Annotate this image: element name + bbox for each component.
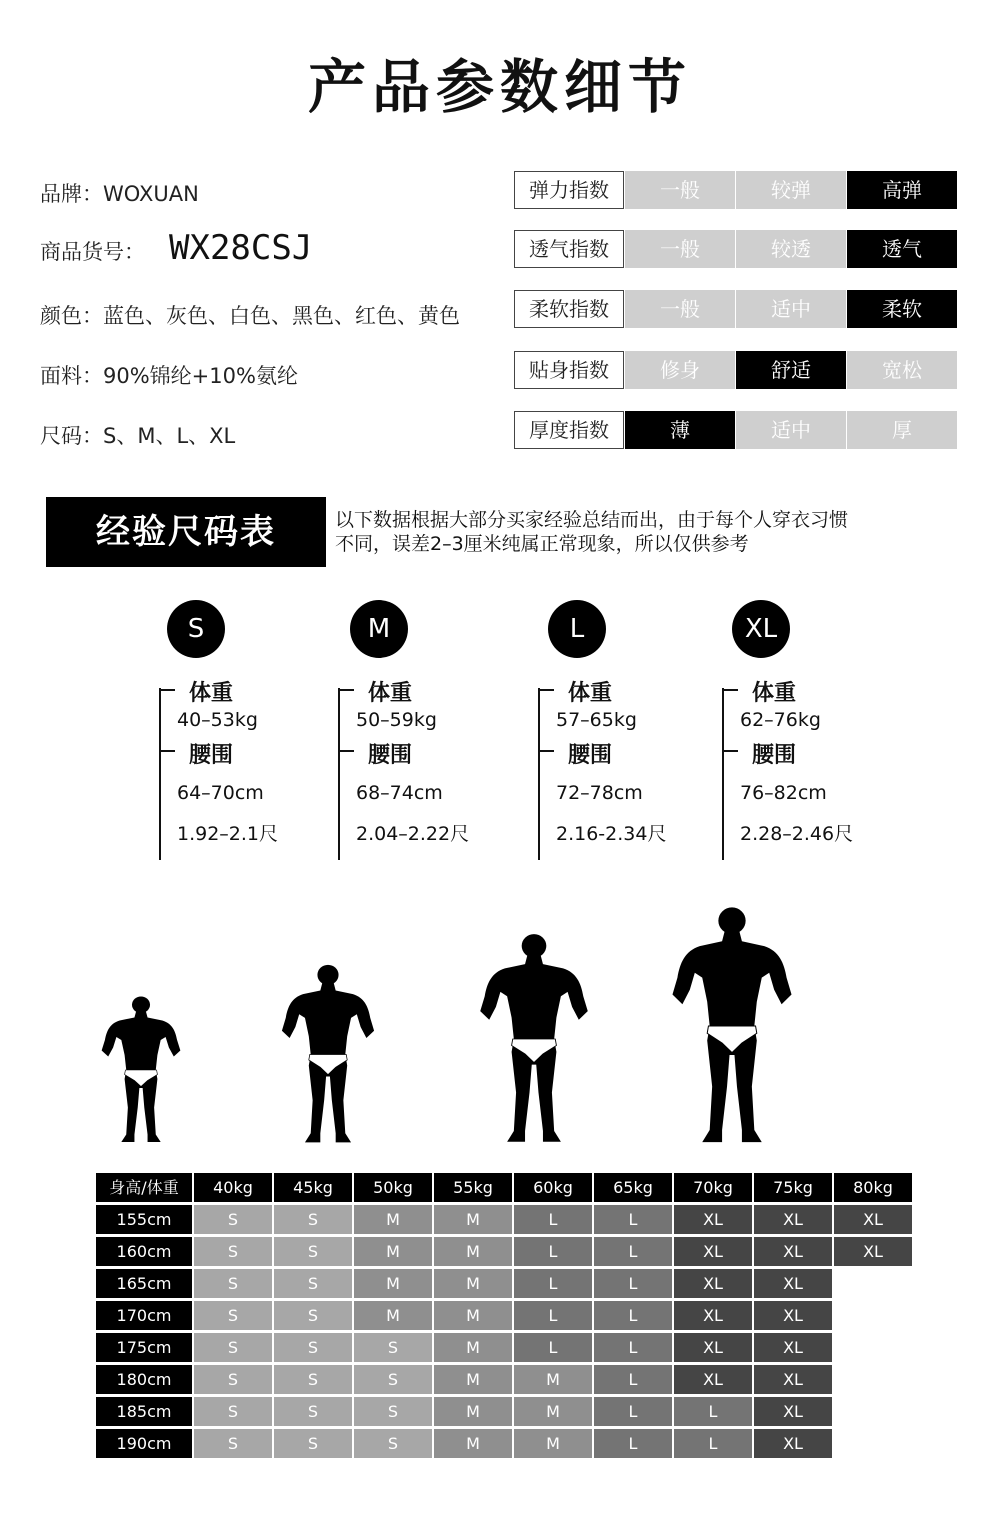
index-row [514,411,957,449]
grid-row [96,1205,914,1234]
size-cell: XL [754,1301,832,1330]
waist-cm: 68–74cm [356,782,443,804]
height-label: 155cm [96,1205,192,1234]
size-cell: M [514,1365,592,1394]
height-label: 165cm [96,1269,192,1298]
size-cell [834,1333,912,1362]
size-cell: S [194,1365,272,1394]
weight-range: 62–76kg [740,709,821,731]
size-cell: L [514,1269,592,1298]
grid-row [96,1365,914,1394]
size-cell: L [594,1397,672,1426]
size-cell: XL [754,1333,832,1362]
bracket-tick [159,689,175,691]
size-spec: 尺码：S、M、L、XL [40,424,236,448]
weight-label: 体重 [368,681,413,706]
size-cell: M [354,1237,432,1266]
color-spec: 颜色：蓝色、灰色、白色、黑色、红色、黄色 [40,304,460,328]
bracket-tick [722,689,738,691]
bodybuilder-silhouette-s [100,995,182,1145]
weight-header: 55kg [434,1173,512,1202]
size-cell [834,1269,912,1298]
size-cell: M [434,1269,512,1298]
index-option: 厚 [847,411,957,449]
size-cell: S [274,1397,352,1426]
size-cell: XL [674,1365,752,1394]
index-option: 一般 [625,230,735,268]
index-option: 较弹 [736,171,846,209]
size-cell: M [514,1397,592,1426]
size-cell: XL [674,1301,752,1330]
size-cell: XL [674,1205,752,1234]
size-cell: XL [754,1205,832,1234]
size-cell: L [594,1301,672,1330]
index-row [514,351,957,389]
size-cell: S [194,1429,272,1458]
size-cell: S [354,1429,432,1458]
index-option: 舒适 [736,351,846,389]
index-label: 透气指数 [514,230,624,268]
size-cell: XL [754,1365,832,1394]
bracket-tick [538,750,554,752]
size-cell: M [514,1429,592,1458]
size-cell: L [594,1365,672,1394]
height-label: 170cm [96,1301,192,1330]
height-label: 185cm [96,1397,192,1426]
grid-row [96,1301,914,1330]
index-row [514,230,957,268]
waist-label: 腰围 [368,743,413,768]
index-label: 弹力指数 [514,171,624,209]
weight-label: 体重 [568,681,613,706]
experience-size-heading: 经验尺码表 [46,497,326,567]
bodybuilder-silhouette-m [280,963,376,1146]
grid-corner-label: 身高/体重 [96,1173,192,1202]
size-cell: S [194,1205,272,1234]
index-option: 柔软 [847,290,957,328]
waist-cm: 72–78cm [556,782,643,804]
height-label: 180cm [96,1365,192,1394]
waist-chi: 1.92–2.1尺 [177,823,279,845]
size-card [538,600,718,862]
size-cell: XL [674,1237,752,1266]
size-cell: XL [754,1429,832,1458]
size-cell: L [514,1301,592,1330]
weight-header: 60kg [514,1173,592,1202]
size-cell: S [354,1397,432,1426]
size-card [338,600,518,862]
size-cell: S [274,1205,352,1234]
bracket-tick [538,689,554,691]
size-cell: M [434,1365,512,1394]
size-cell: L [674,1397,752,1426]
experience-note-line1: 以下数据根据大部分买家经验总结而出，由于每个人穿衣习惯 [335,509,849,531]
weight-label: 体重 [189,681,234,706]
size-cell: S [194,1333,272,1362]
experience-note-line2: 不同，误差2–3厘米纯属正常现象，所以仅供参考 [335,533,749,555]
bracket-tick [338,750,354,752]
bodybuilder-silhouette-xl [670,905,794,1147]
height-label: 160cm [96,1237,192,1266]
item-number-value: WX28CSJ [169,228,313,268]
bracket-tick [722,750,738,752]
bracket-tick [338,689,354,691]
size-cell: S [354,1333,432,1362]
index-option: 薄 [625,411,735,449]
size-cell: XL [834,1237,912,1266]
size-cell: S [274,1301,352,1330]
index-option: 宽松 [847,351,957,389]
weight-header: 40kg [194,1173,272,1202]
grid-row [96,1237,914,1266]
size-cell: XL [834,1205,912,1234]
index-option: 修身 [625,351,735,389]
brand-spec: 品牌：WOXUAN [40,182,199,206]
size-cell [834,1397,912,1426]
item-number-spec [40,228,312,268]
waist-cm: 64–70cm [177,782,264,804]
size-cell: L [514,1333,592,1362]
weight-range: 57–65kg [556,709,637,731]
height-label: 190cm [96,1429,192,1458]
size-cell: S [354,1365,432,1394]
size-cell: L [594,1237,672,1266]
weight-header: 50kg [354,1173,432,1202]
index-label: 贴身指数 [514,351,624,389]
size-cell: L [594,1333,672,1362]
size-cell: S [194,1397,272,1426]
size-badge: XL [732,600,790,658]
waist-chi: 2.16-2.34尺 [556,823,667,845]
bracket-tick [159,750,175,752]
weight-header: 45kg [274,1173,352,1202]
size-cell [834,1365,912,1394]
bodybuilder-silhouette-l [478,932,590,1146]
size-cell: L [514,1237,592,1266]
index-option: 一般 [625,171,735,209]
size-cell: M [354,1205,432,1234]
index-option: 透气 [847,230,957,268]
index-option: 高弹 [847,171,957,209]
size-cell: S [274,1269,352,1298]
size-badge: S [167,600,225,658]
size-cell: S [274,1429,352,1458]
waist-label: 腰围 [568,743,613,768]
size-cell: M [434,1429,512,1458]
bracket-line [538,688,540,860]
size-card [722,600,902,862]
size-cell: M [434,1333,512,1362]
waist-label: 腰围 [752,743,797,768]
size-cell: XL [674,1269,752,1298]
weight-label: 体重 [752,681,797,706]
size-cell: XL [754,1397,832,1426]
index-row [514,171,957,209]
grid-row [96,1429,914,1458]
size-cell: L [594,1205,672,1234]
size-cell: S [194,1237,272,1266]
size-cell: S [194,1301,272,1330]
size-cell: M [434,1237,512,1266]
weight-header: 75kg [754,1173,832,1202]
index-label: 厚度指数 [514,411,624,449]
size-cell: L [674,1429,752,1458]
waist-label: 腰围 [189,743,234,768]
size-cell: S [274,1237,352,1266]
size-card [159,600,339,862]
weight-header: 70kg [674,1173,752,1202]
item-number-label: 商品货号： [40,240,145,264]
index-label: 柔软指数 [514,290,624,328]
size-cell: S [274,1333,352,1362]
size-cell [834,1301,912,1330]
weight-header: 65kg [594,1173,672,1202]
index-option: 较透 [736,230,846,268]
weight-header: 80kg [834,1173,912,1202]
size-badge: M [350,600,408,658]
bracket-line [159,688,161,860]
index-option: 一般 [625,290,735,328]
weight-range: 50–59kg [356,709,437,731]
waist-cm: 76–82cm [740,782,827,804]
size-cell: M [354,1301,432,1330]
height-label: 175cm [96,1333,192,1362]
size-cell: S [274,1365,352,1394]
weight-range: 40–53kg [177,709,258,731]
size-cell: M [434,1397,512,1426]
grid-row [96,1397,914,1426]
index-row [514,290,957,328]
index-option: 适中 [736,411,846,449]
waist-chi: 2.28–2.46尺 [740,823,854,845]
size-cell: M [434,1301,512,1330]
page-title: 产品参数细节 [307,53,692,121]
grid-row [96,1269,914,1298]
size-cell: XL [674,1333,752,1362]
grid-row [96,1333,914,1362]
bracket-line [338,688,340,860]
experience-note [335,508,965,556]
size-cell: L [594,1269,672,1298]
bracket-line [722,688,724,860]
size-cell: M [354,1269,432,1298]
size-cell: L [514,1205,592,1234]
waist-chi: 2.04–2.22尺 [356,823,470,845]
size-cell: XL [754,1237,832,1266]
size-cell: S [194,1269,272,1298]
size-cell: M [434,1205,512,1234]
size-grid [96,1173,914,1461]
size-cell: XL [754,1269,832,1298]
size-cell: L [594,1429,672,1458]
size-cell [834,1429,912,1458]
grid-header-row [96,1173,914,1202]
fabric-spec: 面料：90%锦纶+10%氨纶 [40,364,298,388]
size-badge: L [548,600,606,658]
index-option: 适中 [736,290,846,328]
